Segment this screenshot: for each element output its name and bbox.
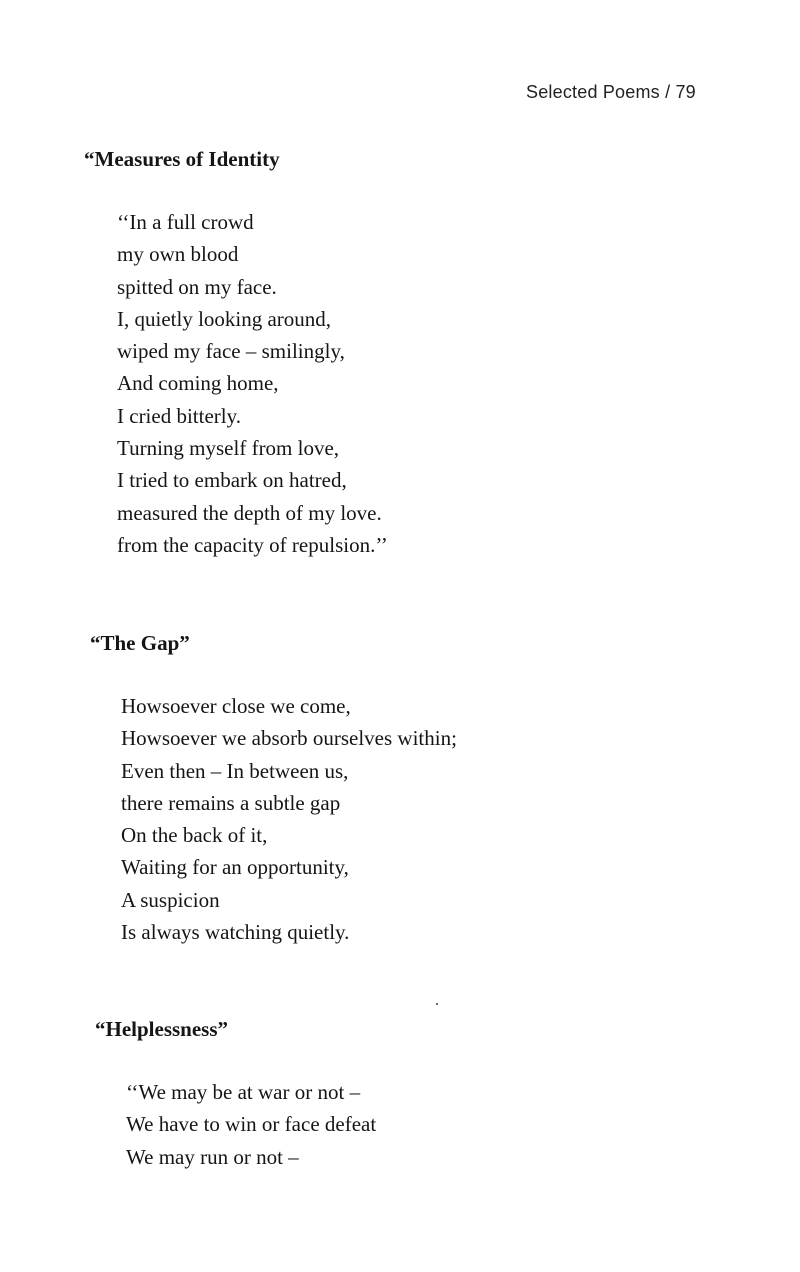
poem-line: spitted on my face.	[117, 274, 277, 299]
poem-line: Waiting for an opportunity,	[121, 855, 349, 880]
poem-line: measured the depth of my love.	[117, 500, 382, 525]
poem-line: Howsoever we absorb ourselves within;	[121, 726, 457, 751]
poem-title: “Helplessness”	[95, 1017, 229, 1041]
poem-line: Is always watching quietly.	[121, 920, 350, 945]
poem-line: Turning myself from love,	[117, 436, 340, 461]
poem-line: We have to win or face defeat	[126, 1112, 377, 1137]
poem-line: On the back of it,	[121, 823, 268, 848]
poem-line: And coming home,	[117, 371, 279, 396]
poem-title: “Measures of Identity	[84, 147, 280, 171]
poem-line: my own blood	[117, 242, 239, 267]
poem-line: Even then – In between us,	[121, 758, 349, 783]
poem-line: I cried bitterly.	[117, 403, 242, 428]
poem-body	[117, 206, 388, 561]
poem-line: wiped my face – smilingly,	[117, 339, 345, 364]
poem-line: I, quietly looking around,	[117, 306, 332, 331]
poem-title: “The Gap”	[90, 631, 190, 655]
running-header: Selected Poems / 79	[526, 82, 696, 102]
poem-line: from the capacity of repulsion.’’	[117, 532, 388, 557]
poem-line: ‘‘We may be at war or not –	[126, 1080, 361, 1104]
poem-line: We may run or not –	[126, 1144, 299, 1169]
poem-body	[126, 1076, 376, 1173]
poem-line: ‘‘In a full crowd	[117, 210, 254, 234]
poem-body	[121, 690, 457, 948]
poem-line: I tried to embark on hatred,	[117, 468, 347, 493]
poem-line: A suspicion	[121, 887, 220, 912]
poem-line: Howsoever close we come,	[121, 694, 351, 718]
poem-line: there remains a subtle gap	[121, 790, 341, 815]
print-speck	[436, 1003, 438, 1005]
